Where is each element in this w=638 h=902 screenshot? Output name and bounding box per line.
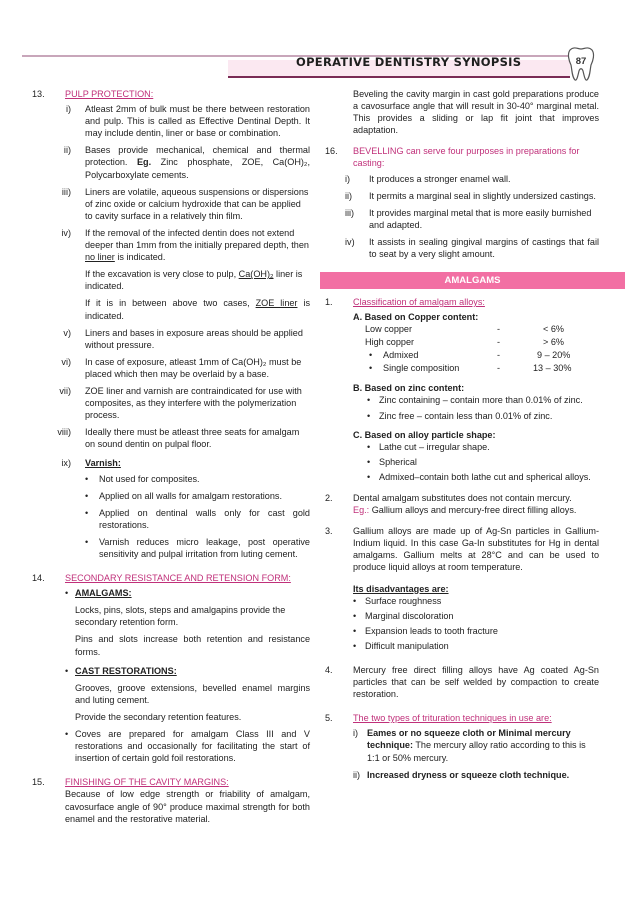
table-cell-label: Low copper [365, 324, 413, 335]
point-vi [61, 356, 310, 380]
section-number: 5. [325, 713, 333, 724]
list-item [65, 587, 310, 599]
text-run: The mercury alloy ratio according to this is 1:1 or 50% mercury. [367, 740, 586, 763]
point-text [85, 144, 310, 180]
list-item-text: Spherical [379, 456, 417, 467]
point-number: iii) [61, 186, 71, 197]
section-title: PULP PROTECTION: [65, 89, 154, 99]
bullet-icon: • [85, 473, 89, 484]
section-number: 14. [32, 573, 45, 584]
list-item [353, 595, 599, 607]
list-item [85, 490, 310, 502]
list-item [353, 471, 599, 483]
amalgam-point-5 [326, 712, 599, 780]
amalgam-point-4 [326, 664, 599, 700]
bullet-icon: • [369, 350, 373, 361]
bullet-icon: • [367, 410, 371, 421]
bullet-icon: • [367, 395, 371, 406]
bullet-icon: • [85, 507, 89, 518]
point-text: It produces a stronger enamel wall. [369, 173, 511, 184]
point-text: It permits a marginal seal in slightly undersized castings. [369, 190, 596, 201]
left-column [32, 88, 311, 825]
section-number: 13. [32, 89, 45, 99]
text-underlined: ZOE liner [255, 298, 298, 309]
bullet-icon: • [353, 610, 357, 621]
table-cell-value: < 6% [543, 324, 564, 335]
list-item [353, 456, 599, 468]
list-item-text: Coves are prepared for amalgam Class III and V restorations and occasionally for facilitating the start of insertion of certain gold foil restorations. [75, 729, 310, 764]
list-item-text: Zinc free – contain less than 0.01% of zinc. [379, 410, 553, 421]
point-ii [345, 190, 599, 202]
point-text [85, 227, 310, 263]
list-item-text: Not used for composites. [99, 473, 200, 484]
point-number: vi) [61, 356, 71, 367]
text-run: Bases provide mechanical, chemical and thermal protection. [85, 145, 310, 168]
amalgam-point-1 [326, 296, 599, 483]
point-text: Ideally there must be atleast three seats for amalgam on sound dentin on pulpal floor. [85, 427, 300, 450]
table-cell-label: Admixed [383, 350, 419, 361]
point-ix [61, 457, 310, 560]
point-number: ii) [353, 769, 361, 780]
list-item-text: Zinc containing – contain more than 0.01% of zinc. [379, 395, 583, 406]
list-item [353, 640, 599, 652]
point-iii [61, 186, 310, 222]
section-title: BEVELLING can serve four purposes in preparations for casting: [353, 146, 580, 169]
section-number: 4. [325, 665, 333, 675]
subsection-title: Its disadvantages are: [353, 583, 449, 594]
point-i [353, 727, 599, 763]
point-viii [57, 426, 310, 450]
list-item [85, 507, 310, 531]
list-item [85, 536, 310, 560]
paragraph: Beveling the cavity margin in cast gold preparations produce a cavosurface angle that will result in 30-40° marginal metal. This provides a sliding or lap fit joint that improves adaptation. [353, 89, 599, 136]
section-14 [32, 572, 310, 764]
subsection-title: CAST RESTORATIONS: [75, 665, 177, 676]
list-item-text: Difficult manipulation [365, 640, 449, 651]
section-title: SECONDARY RESISTANCE AND RETENSION FORM: [65, 573, 291, 584]
section-title: FINISHING OF THE CAVITY MARGINS: [65, 777, 229, 788]
section-number: 1. [325, 297, 333, 308]
list-item [353, 610, 599, 622]
list-item [353, 441, 599, 453]
point-text [85, 268, 310, 292]
bullet-icon: • [369, 363, 373, 374]
point-text: Liners and bases in exposure areas should be applied without pressure. [85, 327, 303, 350]
list-item [65, 728, 310, 764]
paragraph: Dental amalgam substitutes does not contain mercury. [353, 492, 572, 503]
point-ii [65, 144, 310, 180]
eg-label: Eg.: [353, 505, 370, 516]
amalgam-point-2 [326, 492, 599, 516]
bullet-icon: • [65, 665, 69, 676]
point-iv [345, 236, 599, 260]
point-number: ii) [345, 190, 353, 201]
paragraph: Grooves, groove extensions, bevelled enamel margins and luting cement. [75, 682, 310, 705]
list-item [65, 665, 310, 677]
list-item-text: Expansion leads to tooth fracture [365, 625, 498, 636]
table-cell-dash: - [497, 363, 501, 374]
table-cell-value: > 6% [543, 337, 564, 348]
list-item-text: Applied on dentinal walls only for cast gold restorations. [99, 507, 310, 530]
subsection-title: B. Based on zinc content: [353, 383, 465, 394]
list-item-text: Lathe cut – irregular shape. [379, 441, 490, 452]
list-item-text: Admixed–contain both lathe cut and spherical alloys. [379, 471, 591, 482]
paragraph [353, 504, 599, 516]
list-item-text: Applied on all walls for amalgam restorations. [99, 490, 282, 501]
text-run: is indicated. [114, 252, 166, 263]
point-number: i) [345, 173, 351, 184]
bullet-icon: • [353, 640, 357, 651]
point-text: ZOE liner and varnish are contraindicated for use with composites, as they interfere with the polymerization process. [85, 385, 302, 421]
list-item [353, 625, 599, 637]
amalgams-heading-bar: AMALGAMS [320, 272, 625, 289]
point-iv [61, 227, 311, 322]
list-item [85, 473, 310, 485]
list-item-text: Marginal discoloration [365, 610, 454, 621]
bullet-icon: • [85, 536, 89, 547]
point-i [345, 173, 599, 185]
section-title: Classification of amalgam alloys: [353, 297, 485, 308]
section-15 [32, 776, 310, 824]
paragraph: Gallium alloys are made up of Ag-Sn particles in Gallium-Indium liquid. In this case Ga-In substitutes for Hg in dental amalgams. Gallium melts at 28°C and can be used to produce liquid alloys at room temperature. [353, 526, 599, 573]
page-header [0, 46, 638, 76]
paragraph: Because of low edge strength or friability of amalgam, cavosurface angle of 90° produce maximal strength for both enamel and the restorative material. [65, 789, 310, 824]
subsection-title: A. Based on Copper content: [353, 312, 479, 323]
amalgam-point-3 [326, 525, 599, 652]
section-16 [326, 145, 599, 260]
point-text: Liners are volatile, aqueous suspensions or dispersions of zinc oxide or calcium hydroxide that can be applied to cavity surface in a relatively thin film. [85, 186, 309, 221]
point-text [367, 727, 599, 763]
bullet-icon: • [65, 588, 69, 599]
point-text: In case of exposure, atleast 1mm of Ca(OH)₂ must be placed which then may be overlaid by a base. [85, 356, 302, 379]
list-item-text: Varnish reduces micro leakage, post operative sensitivity and pulpal irritation from luting cement. [99, 536, 310, 559]
table-cell-dash: - [497, 350, 501, 361]
point-number: iii) [345, 207, 355, 218]
paragraph: Provide the secondary retention features. [75, 711, 242, 722]
point-number: iv) [61, 227, 71, 238]
point-title: Eames or no squeeze cloth or Minimal mercury technique: [367, 728, 571, 751]
table-row [365, 323, 599, 336]
table-cell-dash: - [497, 324, 501, 335]
text-underlined: no liner [85, 252, 115, 263]
copper-table [353, 323, 599, 375]
eg-label: Eg. [136, 157, 152, 168]
list-item [353, 410, 599, 422]
point-title: Varnish: [85, 458, 121, 469]
point-i [65, 103, 310, 139]
point-number: ii) [63, 145, 71, 156]
page-number: 87 [575, 56, 587, 67]
paragraph: Pins and slots increase both retention and resistance forms. [75, 634, 310, 657]
table-cell-dash: - [497, 337, 501, 348]
paragraph: Locks, pins, slots, steps and amalgapins provide the secondary retention form. [75, 605, 286, 628]
section-number: 16. [325, 146, 338, 157]
point-ii [353, 769, 599, 781]
point-text: It provides marginal metal that is more easily burnished and adapted. [369, 207, 592, 230]
bullet-icon: • [367, 471, 371, 482]
point-text: It assists in sealing gingival margins of castings that fail to seat by a very slight amount. [369, 236, 599, 260]
section-number: 15. [32, 777, 45, 788]
point-v [65, 327, 310, 351]
text-run: If the removal of the infected dentin does not extend deeper than 1mm from the initially prepared depth, then [85, 227, 309, 251]
bullet-icon: • [85, 490, 89, 501]
table-cell-label: Single composition [383, 363, 460, 374]
point-number: i) [65, 104, 71, 115]
table-row [365, 349, 599, 362]
table-cell-label: High copper [365, 337, 415, 348]
paragraph: Mercury free direct filling alloys have Ag coated Ag-Sn particles that can be self welded by compaction to create restoration. [353, 665, 599, 700]
point-text: Atleast 2mm of bulk must be there between restoration and pulp. This is called as Effective Dentinal Depth. It may include dentin, liner or base or combination. [85, 104, 310, 139]
point-text [85, 297, 310, 321]
point-number: i) [353, 728, 359, 739]
table-row [365, 362, 599, 375]
bullet-icon: • [353, 625, 357, 636]
point-number: v) [63, 327, 71, 338]
table-cell-value: 9 – 20% [537, 350, 571, 361]
list-item [353, 394, 599, 406]
section-number: 2. [325, 492, 333, 503]
table-cell-value: 13 – 30% [533, 363, 572, 374]
point-number: vii) [59, 385, 71, 396]
running-title: OPERATIVE DENTISTRY SYNOPSIS [296, 55, 522, 69]
point-number: iv) [345, 236, 355, 247]
section-number: 3. [325, 526, 333, 537]
text-run: Gallium alloys and mercury-free direct filling alloys. [369, 505, 577, 516]
text-run: If it is in between above two cases, [85, 298, 256, 309]
text-run: Zinc phosphate, ZOE, Ca(OH)₂, Polycarboxylate cements. [85, 157, 310, 180]
section-13 [32, 88, 311, 560]
point-number: ix) [61, 458, 71, 469]
right-column [326, 88, 599, 781]
list-item-text: Surface roughness [365, 595, 442, 606]
point-number: viii) [57, 427, 71, 438]
point-vii [59, 385, 310, 421]
text-run: If the excavation is very close to pulp, [85, 269, 239, 280]
bullet-icon: • [353, 595, 357, 606]
subsection-title: C. Based on alloy particle shape: [353, 429, 496, 440]
section-title: The two types of trituration techniques in use are: [353, 713, 552, 724]
point-iii [345, 207, 599, 231]
text-run: liner is indicated. [85, 269, 303, 292]
subsection-title: AMALGAMS: [75, 588, 132, 599]
bullet-icon: • [367, 456, 371, 467]
table-row [365, 336, 599, 349]
bullet-icon: • [367, 441, 371, 452]
point-title: Increased dryness or squeeze cloth technique. [367, 769, 570, 780]
text-underlined: Ca(OH)₂ [238, 269, 274, 280]
bullet-icon: • [65, 729, 69, 740]
text-run: is indicated. [85, 298, 311, 321]
